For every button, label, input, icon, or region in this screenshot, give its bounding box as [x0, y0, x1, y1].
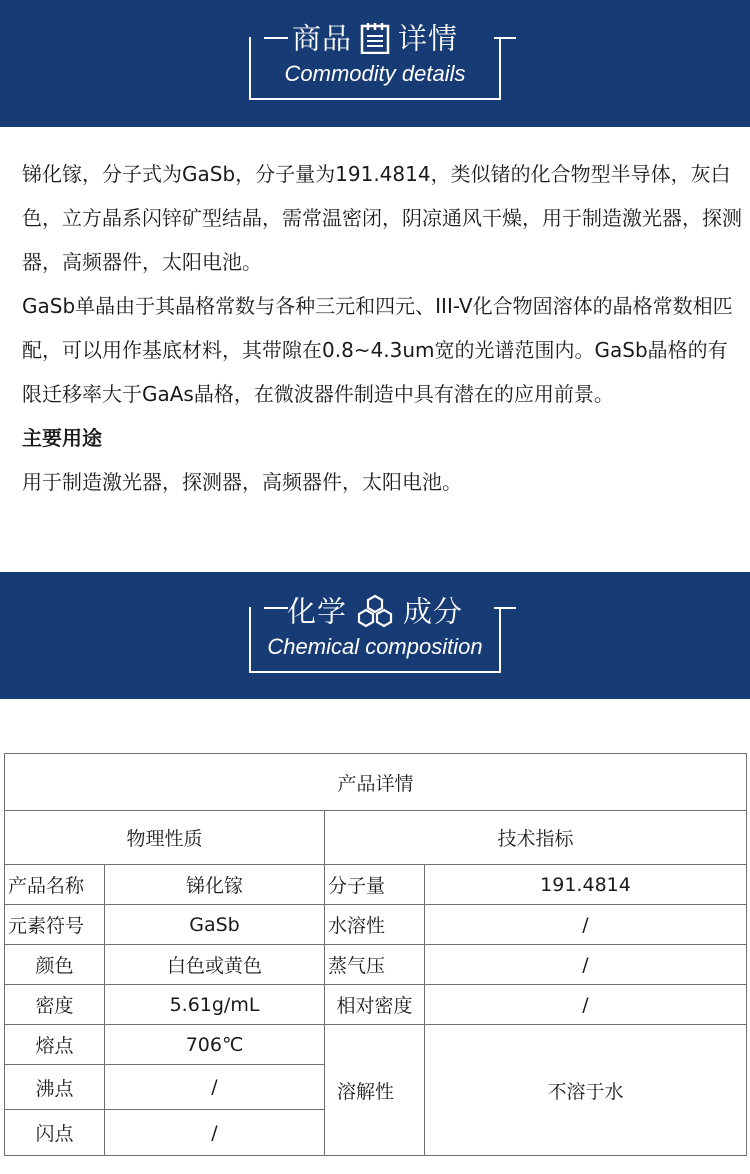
property-value: 锑化镓 [105, 865, 325, 905]
description-paragraph: GaSb单晶由于其晶格常数与各种三元和四元、III-V化合物固溶体的晶格常数相匹配，可以用作基底材料，其带隙在0.8~4.3um宽的光谱范围内。GaSb晶格的有限迁移率大于GaAs晶格，在微波器件制造中具有潜在的应用前景。 [22, 294, 733, 406]
property-label: 产品名称 [5, 865, 105, 905]
table-title: 产品详情 [5, 754, 747, 811]
property-label: 颜色 [5, 945, 105, 985]
property-value: 白色或黄色 [105, 945, 325, 985]
table-row [5, 905, 747, 945]
property-label: 闪点 [5, 1110, 105, 1156]
spec-label: 分子量 [325, 865, 425, 905]
table-row [5, 945, 747, 985]
notepad-icon [360, 22, 390, 59]
section-subtitle: Commodity details [284, 61, 466, 86]
section-title-right: 详情 [398, 21, 459, 56]
physical-properties-header: 物理性质 [5, 811, 325, 865]
description-paragraph: 锑化镓，分子式为GaSb，分子量为191.4814，类似锗的化合物型半导体，灰白色，立方晶系闪锌矿型结晶，需常温密闭，阴凉通风干燥，用于制造激光器，探测器，高频器件，太阳电池。 [22, 162, 742, 274]
property-value: 5.61g/mL [105, 985, 325, 1025]
chemical-composition-banner [0, 572, 750, 699]
section-title-right: 成分 [403, 594, 464, 629]
property-label: 密度 [5, 985, 105, 1025]
section-title [0, 593, 750, 634]
spec-value: 191.4814 [425, 865, 747, 905]
spec-label: 相对密度 [325, 985, 425, 1025]
spec-value: 不溶于水 [425, 1025, 747, 1156]
table-row [5, 1025, 747, 1065]
property-label: 熔点 [5, 1025, 105, 1065]
section-title-left: 化学 [286, 594, 347, 629]
section-title-left: 商品 [291, 21, 352, 56]
product-description [22, 152, 747, 504]
section-subtitle: Chemical composition [267, 634, 483, 659]
property-label: 元素符号 [5, 905, 105, 945]
spec-value: / [425, 905, 747, 945]
product-spec-table [4, 753, 747, 1156]
spec-label: 蒸气压 [325, 945, 425, 985]
property-value: GaSb [105, 905, 325, 945]
commodity-details-banner [0, 0, 750, 127]
molecule-icon [355, 593, 395, 634]
property-value: / [105, 1110, 325, 1156]
usage-text: 用于制造激光器，探测器，高频器件，太阳电池。 [22, 470, 462, 494]
property-label: 沸点 [5, 1065, 105, 1110]
spec-value: / [425, 945, 747, 985]
table-row [5, 865, 747, 905]
usage-heading: 主要用途 [22, 426, 102, 450]
table-row [5, 985, 747, 1025]
spec-value: / [425, 985, 747, 1025]
property-value: 706℃ [105, 1025, 325, 1065]
spec-label: 溶解性 [325, 1025, 425, 1156]
technical-specs-header: 技术指标 [325, 811, 747, 865]
section-title [0, 22, 750, 59]
spec-label: 水溶性 [325, 905, 425, 945]
property-value: / [105, 1065, 325, 1110]
